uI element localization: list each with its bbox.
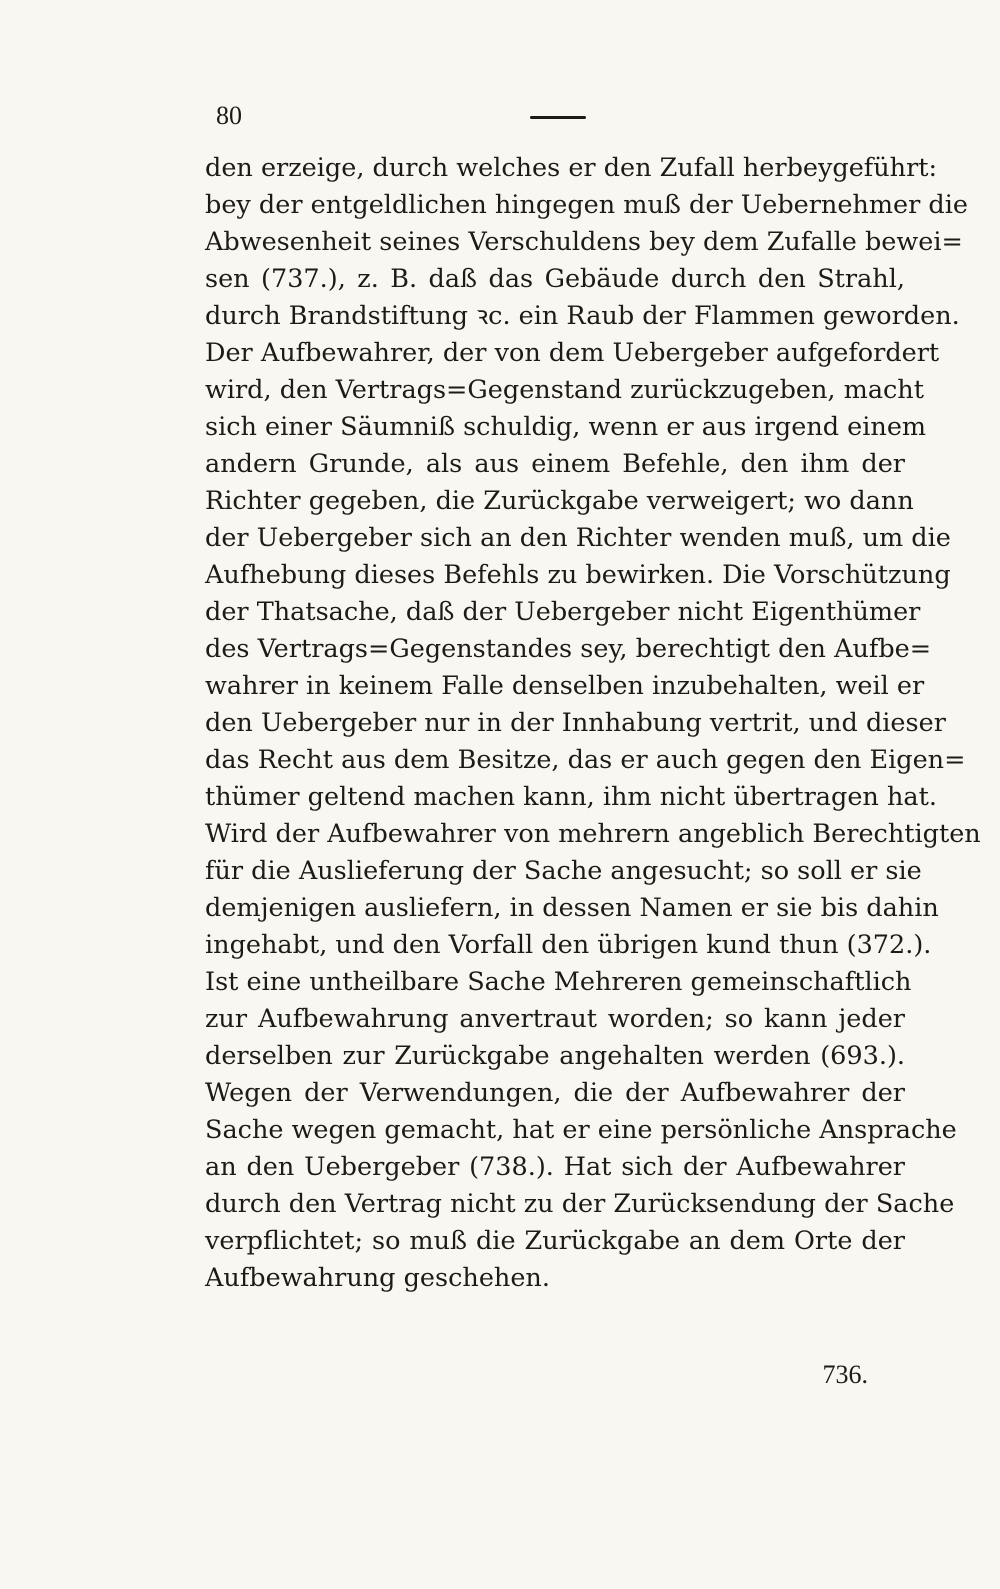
text-line: Wird der Aufbewahrer von mehrern angeblich Berechtigten [205,819,981,849]
text-line: der Uebergeber sich an den Richter wenden muß, um die [205,523,951,553]
text-line: Der Aufbewahrer, der von dem Uebergeber aufgefordert [205,338,940,368]
text-line: wird, den Vertrags=Gegenstand zurückzugeben, macht [205,375,924,405]
text-line: Ist eine untheilbare Sache Mehreren gemeinschaftlich [205,967,912,997]
text-line: zur Aufbewahrung anvertraut worden; so kann jeder [205,1004,905,1034]
header-rule [530,116,586,119]
text-line: Aufbewahrung geschehen. [205,1263,550,1293]
text-line: des Vertrags=Gegenstandes sey, berechtigt den Aufbe= [205,634,932,664]
text-line: derselben zur Zurückgabe angehalten werden (693.). [205,1041,905,1071]
text-line: verpflichtet; so muß die Zurückgabe an dem Orte der [205,1226,905,1256]
text-line: demjenigen ausliefern, in dessen Namen er sie bis dahin [205,893,939,923]
text-line: thümer geltend machen kann, ihm nicht übertragen hat. [205,782,937,812]
text-line: für die Auslieferung der Sache angesucht; so soll er sie [205,856,922,886]
text-line: Abwesenheit seines Verschuldens bey dem Zufalle bewei= [205,227,963,257]
text-line: sich einer Säumniß schuldig, wenn er aus irgend einem [205,412,927,442]
text-line: bey der entgeldlichen hingegen muß der Uebernehmer die [205,190,968,220]
text-line: Aufhebung dieses Befehls zu bewirken. Die Vorschützung [205,560,951,590]
text-line: das Recht aus dem Besitze, das er auch gegen den Eigen= [205,745,966,775]
text-line: den erzeige, durch welches er den Zufall herbeygeführt: [205,153,938,183]
text-line: den Uebergeber nur in der Innhabung vertrit, und dieser [205,708,946,738]
text-line: Richter gegeben, die Zurückgabe verweigert; wo dann [205,486,914,516]
text-line: Wegen der Verwendungen, die der Aufbewahrer der [205,1078,905,1108]
text-line: ingehabt, und den Vorfall den übrigen kund thun (372.). [205,930,932,960]
text-line: Sache wegen gemacht, hat er eine persönliche Ansprache [205,1115,957,1145]
page-number: 80 [216,101,242,130]
text-line: der Thatsache, daß der Uebergeber nicht Eigenthümer [205,597,921,627]
text-line: durch Brandstiftung ꝛc. ein Raub der Flammen geworden. [205,301,960,331]
body-text [205,150,981,1297]
text-line: an den Uebergeber (738.). Hat sich der Aufbewahrer [205,1152,905,1182]
text-line: sen (737.), z. B. daß das Gebäude durch den Strahl, [205,264,905,294]
catchword: 736. [822,1360,868,1389]
text-line: durch den Vertrag nicht zu der Zurücksendung der Sache [205,1189,955,1219]
text-line: wahrer in keinem Falle denselben inzubehalten, weil er [205,671,925,701]
text-line: andern Grunde, als aus einem Befehle, den ihm der [205,449,905,479]
